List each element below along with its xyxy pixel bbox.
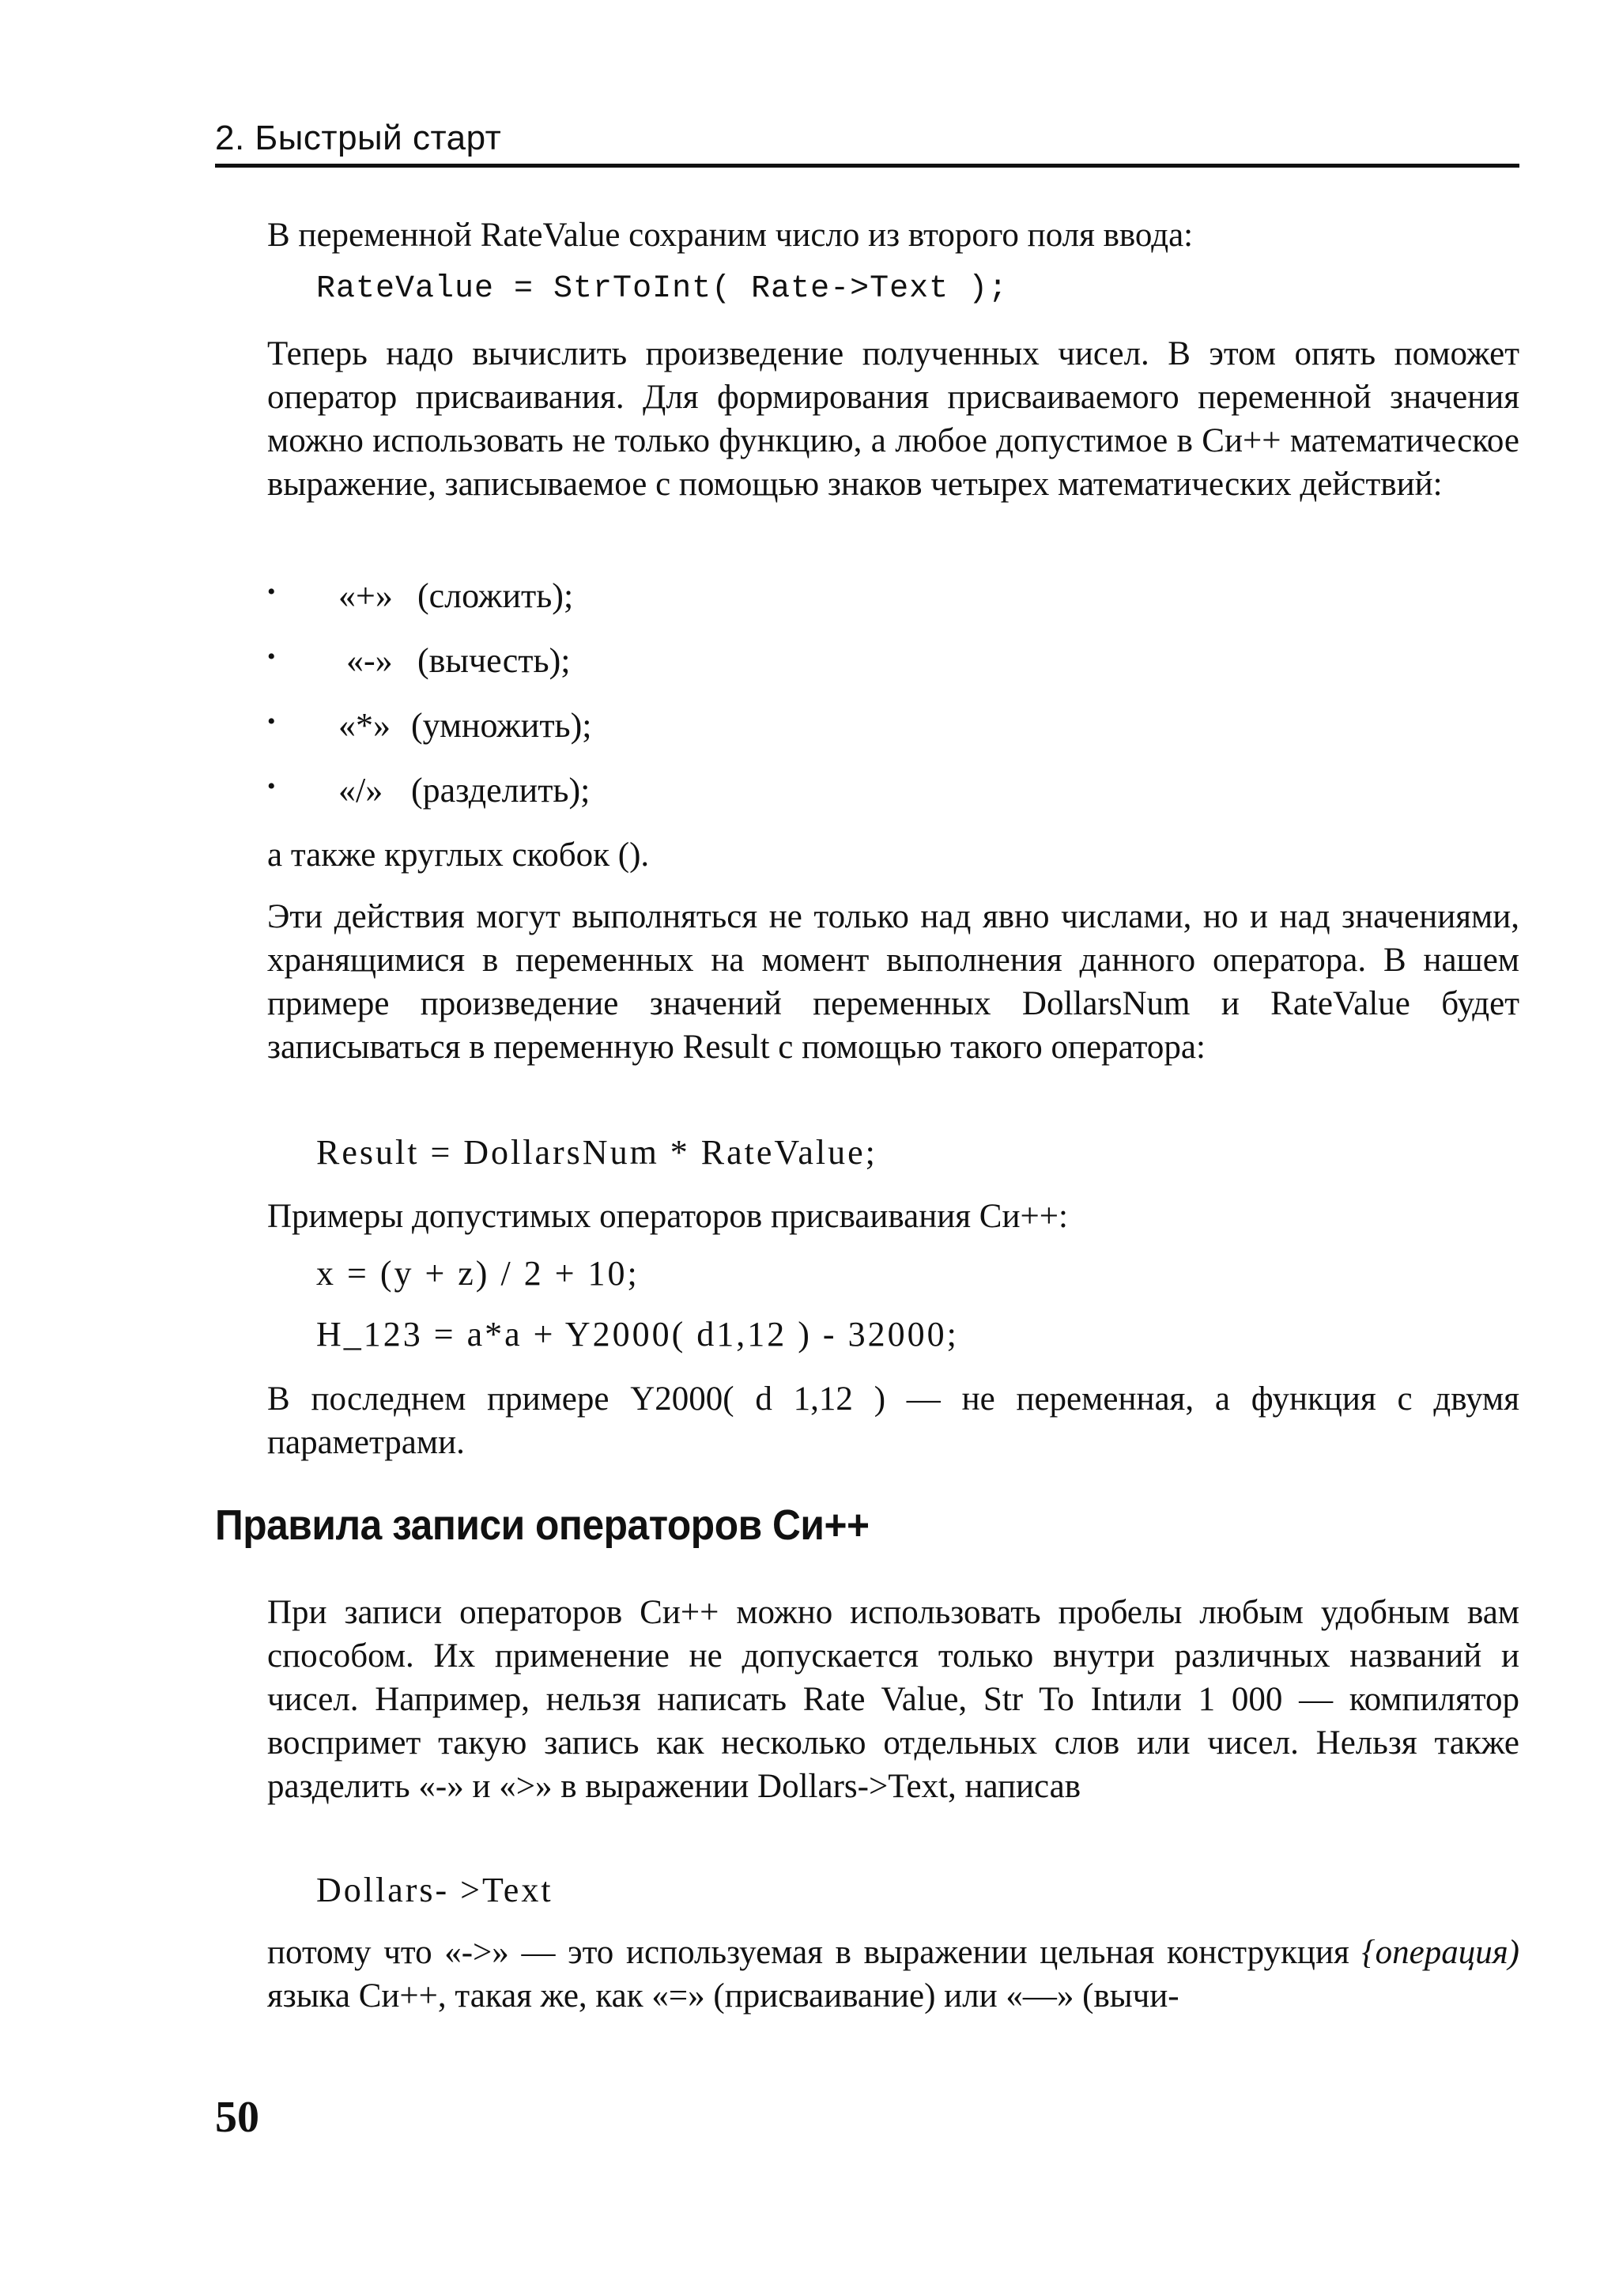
paragraph-text: а также круглых скобок (). bbox=[267, 836, 650, 874]
operator-symbol: «*» bbox=[338, 706, 391, 745]
operator-symbol: «-» bbox=[346, 641, 393, 680]
code-line-1: RateValue = StrToInt( Rate->Text ); bbox=[316, 271, 1009, 307]
paragraph-2 bbox=[267, 332, 1519, 506]
operator-label: (умножить); bbox=[411, 706, 592, 745]
paragraph-text: Теперь надо вычислить произведение полученных чисел. В этом опять поможет оператор присваивания. Для формирования присваиваемого переменной значения можно использовать не только функцию, а любое допустимое в Си++ математическое выражение, записываемое с помощью знаков четырех математических действий: bbox=[267, 335, 1519, 503]
paragraph-text-part: языка Си++, такая же, как «=» (присваивание) или «—» (вычи- bbox=[267, 1977, 1179, 2015]
operator-label: (вычесть); bbox=[417, 641, 571, 680]
paragraph-8 bbox=[267, 1931, 1519, 2018]
section-heading: Правила записи операторов Си++ bbox=[215, 1501, 870, 1549]
operator-symbol: «/» bbox=[338, 771, 383, 810]
code-line-5: Dollars- >Text bbox=[316, 1871, 553, 1909]
code-line-3: x = (y + z) / 2 + 10; bbox=[316, 1254, 640, 1293]
bullet-icon: • bbox=[267, 773, 276, 799]
operator-label: (сложить); bbox=[417, 576, 574, 615]
paragraph-4 bbox=[267, 895, 1519, 1069]
paragraph-text: В переменной RateValue сохраним число из второго поля ввода: bbox=[267, 217, 1194, 254]
paragraph-6 bbox=[267, 1377, 1519, 1464]
italic-term: {операция) bbox=[1361, 1934, 1519, 1971]
paragraph-1 bbox=[267, 213, 1519, 257]
paragraph-3 bbox=[267, 833, 1519, 877]
paragraph-text bbox=[267, 1931, 1519, 2018]
bullet-icon: • bbox=[267, 644, 276, 670]
paragraph-text: В последнем примере Y2000( d 1,12 ) — не переменная, а функция с двумя параметрами. bbox=[267, 1380, 1519, 1461]
paragraph-text: Эти действия могут выполняться не только над явно числами, но и над значениями, хранящимися в переменных на момент выполнения данного оператора. В нашем примере произведение значений переменных DollarsNum и RateValue будет записываться в переменную Result с помощью такого оператора: bbox=[267, 898, 1519, 1066]
running-header: 2. Быстрый старт bbox=[215, 119, 502, 157]
paragraph-text: Примеры допустимых операторов присваивания Си++: bbox=[267, 1198, 1068, 1235]
code-line-4: H_123 = a*a + Y2000( d1,12 ) - 32000; bbox=[316, 1315, 959, 1354]
paragraph-7 bbox=[267, 1591, 1519, 1808]
paragraph-text: При записи операторов Си++ можно использовать пробелы любым удобным вам способом. Их применение не допускается только внутри различных названий и чисел. Например, нельзя написать Rate Value, Str To Intили 1 000 — компилятор воспримет такую запись как несколько отдельных слов или чисел. Нельзя также разделить «-» и «>» в выражении Dollars->Text, написав bbox=[267, 1594, 1519, 1805]
bullet-icon: • bbox=[267, 579, 276, 605]
operator-symbol: «+» bbox=[338, 576, 393, 615]
code-line-2: Result = DollarsNum * RateValue; bbox=[316, 1133, 877, 1172]
paragraph-5 bbox=[267, 1195, 1519, 1238]
bullet-icon: • bbox=[267, 708, 276, 734]
paragraph-text-part: потому что «->» — это используемая в выражении цельная конструкция bbox=[267, 1934, 1362, 1971]
page-number: 50 bbox=[215, 2093, 259, 2142]
header-rule bbox=[215, 164, 1519, 168]
operator-label: (разделить); bbox=[411, 771, 591, 810]
